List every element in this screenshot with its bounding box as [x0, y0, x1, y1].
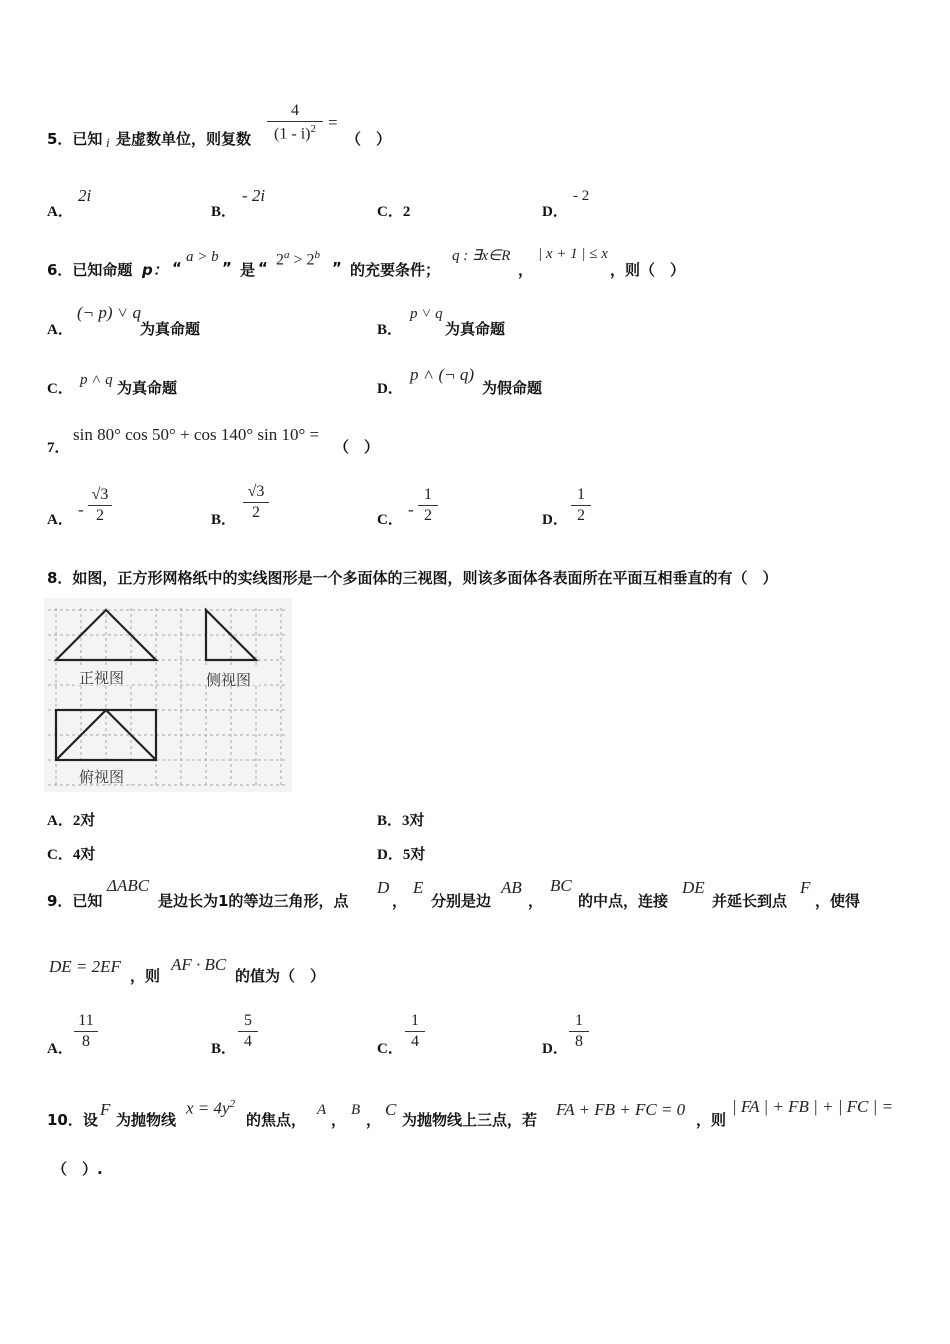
- front-view-label: 正视图: [79, 669, 125, 687]
- q10-eq-base: x = 4y: [186, 1098, 230, 1118]
- q9-option-a-den: 8: [82, 1033, 90, 1050]
- q5-var-i: i: [106, 135, 110, 150]
- q7-option-b-frac: [243, 483, 269, 522]
- q10-vector-sum: FA + FB + FC = 0: [556, 1100, 686, 1119]
- q5-option-b-math: - 2i: [242, 186, 266, 205]
- q5-option-b-label: B．: [211, 204, 237, 220]
- q7-option-a-label: A．: [47, 512, 73, 528]
- q7-option-c-frac: [418, 486, 438, 525]
- q9-option-d-num: 1: [569, 1012, 589, 1032]
- q10-prefix: 10．设: [47, 1111, 98, 1129]
- q6-stem-prefix: 6．已知命题: [47, 261, 133, 279]
- q9-option-a-num: 11: [74, 1012, 98, 1032]
- q6-option-c-math: p ˄ q: [80, 372, 113, 388]
- q7-option-d-frac: [571, 486, 591, 525]
- q9-t5: ，使得: [815, 892, 861, 910]
- q7-option-c-label: C．: [377, 512, 403, 528]
- q7-option-d-label: D．: [542, 512, 568, 528]
- q6-cond2-exp-b: b: [314, 249, 321, 261]
- q7-option-d-num: 1: [571, 486, 591, 506]
- q9-option-c-den: 4: [411, 1033, 419, 1050]
- q6-option-d-label: D．: [377, 381, 403, 397]
- q6-option-a-math: (¬ p) ˅ q: [77, 303, 142, 322]
- q9-t3: 的中点，连接: [578, 892, 669, 910]
- q6-option-b-text: 为真命题: [445, 320, 506, 338]
- q9-option-b-label: B．: [211, 1041, 237, 1057]
- q6-tail: ，则（ ）: [610, 261, 686, 279]
- q9-dot-product: AF · BC: [171, 955, 227, 974]
- q6-is: 是: [240, 261, 256, 279]
- q10-point-a: A: [317, 1102, 327, 1118]
- q5-frac-den-exp: 2: [310, 123, 316, 135]
- q5-frac-num: 4: [267, 102, 323, 122]
- top-view-label: 俯视图: [79, 768, 125, 786]
- q6-cond1: a > b: [186, 249, 219, 265]
- q10-t3: 为抛物线上三点，若: [402, 1111, 538, 1129]
- q5-paren: （ ）: [346, 130, 392, 148]
- q9-t7: 的值为（ ）: [235, 967, 326, 985]
- side-view-label: 侧视图: [206, 671, 252, 689]
- q6-cond2: [276, 249, 320, 269]
- q10-equation: [186, 1098, 235, 1119]
- q9-option-d-den: 8: [575, 1033, 583, 1050]
- q6-option-d-math: p ˄ (¬ q): [410, 365, 475, 384]
- q6-option-d-text: 为假命题: [482, 379, 543, 397]
- q7-option-c-den: 2: [424, 507, 432, 524]
- q10-result-expr: | FA | + FB | + | FC | =: [732, 1097, 894, 1116]
- q5-option-d-label: D．: [542, 204, 568, 220]
- q9-option-b-den: 4: [244, 1033, 252, 1050]
- q7-option-a-frac: [88, 486, 112, 525]
- q6-quote-close: ”: [222, 259, 232, 277]
- q10-line2: （ ）.: [52, 1160, 103, 1178]
- q6-option-c-label: C．: [47, 381, 73, 397]
- q10-t4: ，则: [696, 1111, 727, 1129]
- q7-option-a-num: √3: [88, 486, 112, 506]
- q7-paren: （ ）: [334, 438, 380, 456]
- q10-eq-exp: 2: [229, 1098, 236, 1110]
- q6-cond2-exp-a: a: [284, 249, 290, 261]
- q9-option-c-num: 1: [405, 1012, 425, 1032]
- q9-t4: 并延长到点: [712, 892, 788, 910]
- q7-option-c-sign: -: [408, 500, 414, 519]
- q7-option-a-sign: -: [78, 500, 84, 519]
- q9-option-b-num: 5: [238, 1012, 258, 1032]
- q10-focus-f: F: [100, 1100, 111, 1119]
- q7-option-d-den: 2: [577, 507, 585, 524]
- q10-sep1: ，: [331, 1111, 347, 1129]
- q7-option-b-num: √3: [243, 483, 269, 503]
- q6-p: p：: [142, 261, 168, 279]
- q5-fraction: [267, 102, 323, 143]
- q6-option-a-text: 为真命题: [140, 320, 201, 338]
- q6-q-def: q : ∃x∈R: [452, 248, 511, 264]
- q9-point-d: D: [377, 878, 390, 897]
- q9-segment-de: DE: [682, 878, 705, 897]
- q9-triangle: ΔABC: [107, 876, 150, 895]
- q7-option-c-num: 1: [418, 486, 438, 506]
- q9-option-d-label: D．: [542, 1041, 568, 1057]
- q9-t1: 是边长为1的等边三角形，点: [158, 892, 349, 910]
- q7-expr: sin 80° cos 50° + cos 140° sin 10° =: [73, 425, 320, 444]
- q6-comma: ，: [518, 261, 534, 279]
- q5-frac-den: (1 - i): [274, 125, 311, 143]
- q9-point-f: F: [800, 878, 811, 897]
- q5-option-a-label: A．: [47, 204, 73, 220]
- q9-option-c-label: C．: [377, 1041, 403, 1057]
- q6-quote-open2: “: [258, 259, 268, 277]
- q10-point-c: C: [385, 1100, 397, 1119]
- q8-option-a: A．2对: [47, 813, 96, 829]
- q9-side-bc: BC: [550, 876, 572, 895]
- q10-point-b: B: [351, 1102, 361, 1118]
- q9-sep1: ，: [392, 892, 408, 910]
- q5-equals: =: [328, 113, 338, 132]
- q9-t2: 分别是边: [431, 892, 492, 910]
- q10-t2: 的焦点，: [246, 1111, 307, 1129]
- q6-option-c-text: 为真命题: [117, 379, 178, 397]
- q6-option-b-math: p ˅ q: [410, 306, 443, 322]
- q10-sep2: ，: [366, 1111, 382, 1129]
- q7-option-b-den: 2: [252, 504, 260, 521]
- q9-option-a-frac: [74, 1012, 98, 1051]
- q6-cond2-base: 2: [276, 251, 284, 269]
- q5-stem-mid: 是虚数单位，则复数: [116, 130, 252, 148]
- q5-option-c-label: C．2: [377, 204, 411, 220]
- q6-abs-expr: | x + 1 | ≤ x: [538, 246, 608, 262]
- q10-t1: 为抛物线: [116, 1111, 177, 1129]
- q9-option-c-frac: [405, 1012, 425, 1051]
- q9-point-e: E: [413, 878, 424, 897]
- q5-option-a-math: 2i: [78, 186, 92, 205]
- q6-suffix: 的充要条件；: [350, 261, 441, 279]
- q9-sep2: ，: [528, 892, 544, 910]
- q6-quote-close2: ”: [332, 259, 342, 277]
- q8-option-b: B．3对: [377, 813, 425, 829]
- q9-option-d-frac: [569, 1012, 589, 1051]
- q8-option-c: C．4对: [47, 847, 96, 863]
- q6-option-a-label: A．: [47, 322, 73, 338]
- q9-prefix: 9．已知: [47, 892, 103, 910]
- q5-stem-prefix: 5．已知: [47, 130, 103, 148]
- q6-option-b-label: B．: [377, 322, 403, 338]
- q9-t6: ，则: [130, 967, 161, 985]
- q8-option-d: D．5对: [377, 847, 426, 863]
- q5-option-d-math: - 2: [573, 188, 590, 204]
- q7-number: 7．: [47, 440, 70, 456]
- q6-cond2-gt: > 2: [293, 251, 315, 269]
- q7-option-a-den: 2: [96, 507, 104, 524]
- q6-quote-open: “: [172, 259, 182, 277]
- q7-option-b-label: B．: [211, 512, 237, 528]
- three-view-figure: [44, 598, 292, 792]
- q9-side-ab: AB: [501, 878, 522, 897]
- q9-option-a-label: A．: [47, 1041, 73, 1057]
- q9-option-b-frac: [238, 1012, 258, 1051]
- q9-condition: DE = 2EF: [49, 957, 121, 976]
- q8-stem: 8．如图，正方形网格纸中的实线图形是一个多面体的三视图，则该多面体各表面所在平面互相垂直的有（ ）: [47, 569, 778, 587]
